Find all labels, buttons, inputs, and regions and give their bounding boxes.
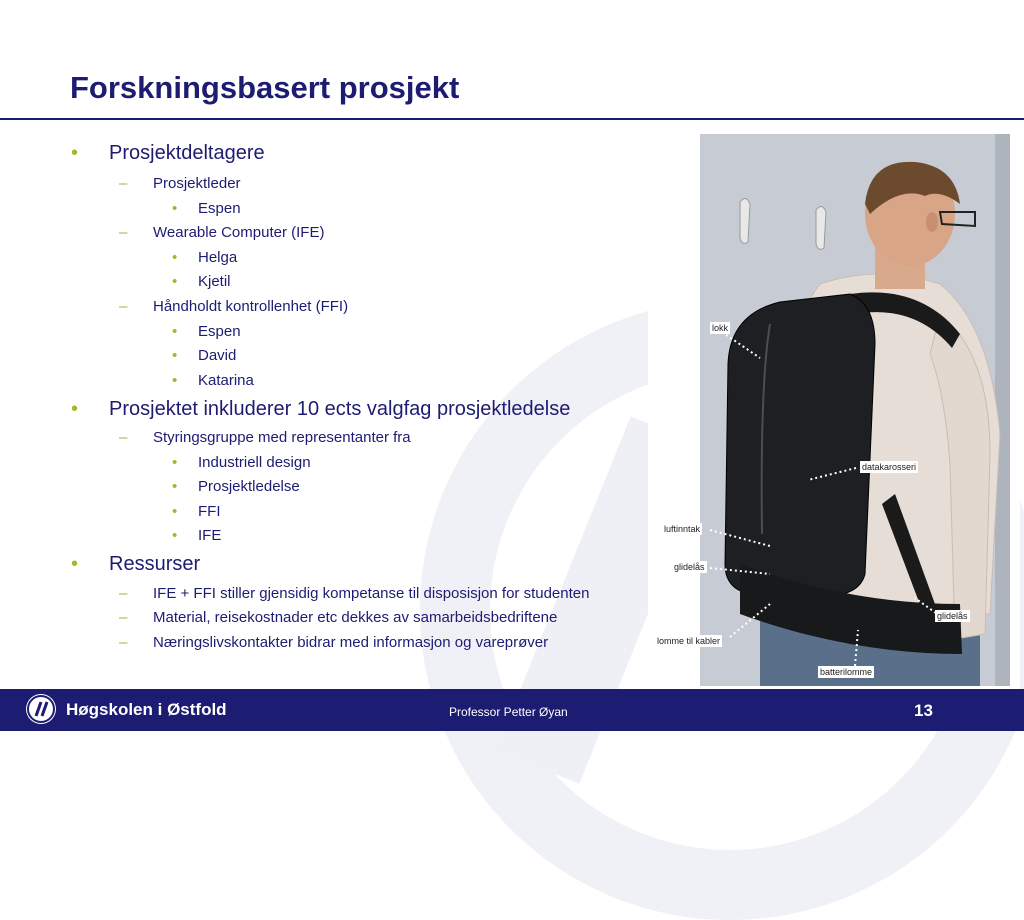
bullet-ife xyxy=(172,527,222,544)
bullet-text: Håndholdt kontrollenhet (FFI) xyxy=(153,298,349,315)
bullet-dot: • xyxy=(172,454,178,471)
presenter-name: Professor Petter Øyan xyxy=(449,705,568,719)
backpack-body xyxy=(725,294,875,596)
bullet-dash: – xyxy=(119,609,128,626)
bullet-text: Espen xyxy=(198,323,241,340)
bullet-dash: – xyxy=(119,429,128,446)
bullet-res-1 xyxy=(119,585,590,602)
bullet-espen-2 xyxy=(172,323,241,340)
bullet-dot: • xyxy=(71,398,79,420)
bullet-dot: • xyxy=(172,503,178,520)
bullet-ffi xyxy=(172,503,221,520)
bullet-text: Prosjektet inkluderer 10 ects valgfag prosjektledelse xyxy=(109,398,571,420)
bullet-includes xyxy=(71,398,571,421)
callout-glidelas-right: glidelås xyxy=(937,611,968,621)
bullet-pm xyxy=(172,478,300,495)
callout-lokk: lokk xyxy=(712,323,729,333)
callout-luftinntak: luftinntak xyxy=(664,524,701,534)
bullet-text: Næringslivskontakter bidrar med informasjon og vareprøver xyxy=(153,634,549,651)
bullet-dot: • xyxy=(172,372,178,389)
bullet-dash: – xyxy=(119,175,128,192)
callout-batterilomme: batterilomme xyxy=(820,667,873,677)
logo-slash-icon xyxy=(26,694,56,724)
bullet-text: IFE + FFI stiller gjensidig kompetanse til disposisjon for studenten xyxy=(153,585,590,602)
callout-datakarosseri: datakarosseri xyxy=(862,462,917,472)
photo-background xyxy=(700,134,1010,686)
bullet-text: Espen xyxy=(198,200,241,217)
bullet-text: Material, reisekostnader etc dekkes av samarbeidsbedriftene xyxy=(153,609,558,626)
bullet-resources xyxy=(71,553,201,576)
bullet-text: Prosjektledelse xyxy=(198,478,300,495)
title-divider xyxy=(0,118,1024,120)
bullet-dot: • xyxy=(71,142,79,164)
ear xyxy=(926,212,938,232)
callout-lomme: lomme til kabler xyxy=(657,636,721,646)
bullet-text: Kjetil xyxy=(198,273,231,290)
bullet-res-3 xyxy=(119,634,549,651)
bullet-espen-1 xyxy=(172,200,241,217)
slide-title: Forskningsbasert prosjekt xyxy=(70,70,460,105)
bullet-industrial xyxy=(172,454,311,471)
bullet-dot: • xyxy=(172,200,178,217)
coat-hook-icon xyxy=(740,198,750,243)
backpack-illustration xyxy=(700,134,1010,686)
bullet-text: David xyxy=(198,347,237,364)
bullet-steering xyxy=(119,429,411,446)
bullet-text: Prosjektleder xyxy=(153,175,241,192)
bullet-dot: • xyxy=(172,273,178,290)
bullet-text: Wearable Computer (IFE) xyxy=(153,224,325,241)
callout-glidelas-left: glidelås xyxy=(674,562,705,572)
footer-bar xyxy=(0,689,1024,731)
bullet-dot: • xyxy=(172,527,178,544)
bullet-david xyxy=(172,347,237,364)
bullet-handheld xyxy=(119,298,349,315)
bullet-text: FFI xyxy=(198,503,221,520)
bullet-text: Styringsgruppe med representanter fra xyxy=(153,429,411,446)
bullet-wearable xyxy=(119,224,325,241)
bullet-dot: • xyxy=(172,249,178,266)
bullet-dash: – xyxy=(119,634,128,651)
page-number: 13 xyxy=(914,701,933,720)
bullet-katarina xyxy=(172,372,254,389)
school-name: Høgskolen i Østfold xyxy=(66,700,227,719)
bullet-dot: • xyxy=(71,553,79,575)
bullet-text: IFE xyxy=(198,527,222,544)
bullet-project-leader xyxy=(119,175,241,192)
bullet-text: Helga xyxy=(198,249,238,266)
bullet-dash: – xyxy=(119,298,128,315)
bullet-text: Katarina xyxy=(198,372,254,389)
bullet-participants xyxy=(71,142,265,165)
bullet-dash: – xyxy=(119,585,128,602)
bullet-text: Industriell design xyxy=(198,454,311,471)
bullet-text: Prosjektdeltagere xyxy=(109,142,265,164)
coat-hook-icon xyxy=(816,206,826,249)
bullet-helga xyxy=(172,249,238,266)
bullet-text: Ressurser xyxy=(109,553,201,575)
bullet-dash: – xyxy=(119,224,128,241)
bullet-dot: • xyxy=(172,347,178,364)
backpack-photo xyxy=(648,132,1020,690)
bullet-res-2 xyxy=(119,609,558,626)
bullet-dot: • xyxy=(172,478,178,495)
bullet-kjetil xyxy=(172,273,231,290)
school-logo-icon xyxy=(26,694,56,724)
bullet-dot: • xyxy=(172,323,178,340)
